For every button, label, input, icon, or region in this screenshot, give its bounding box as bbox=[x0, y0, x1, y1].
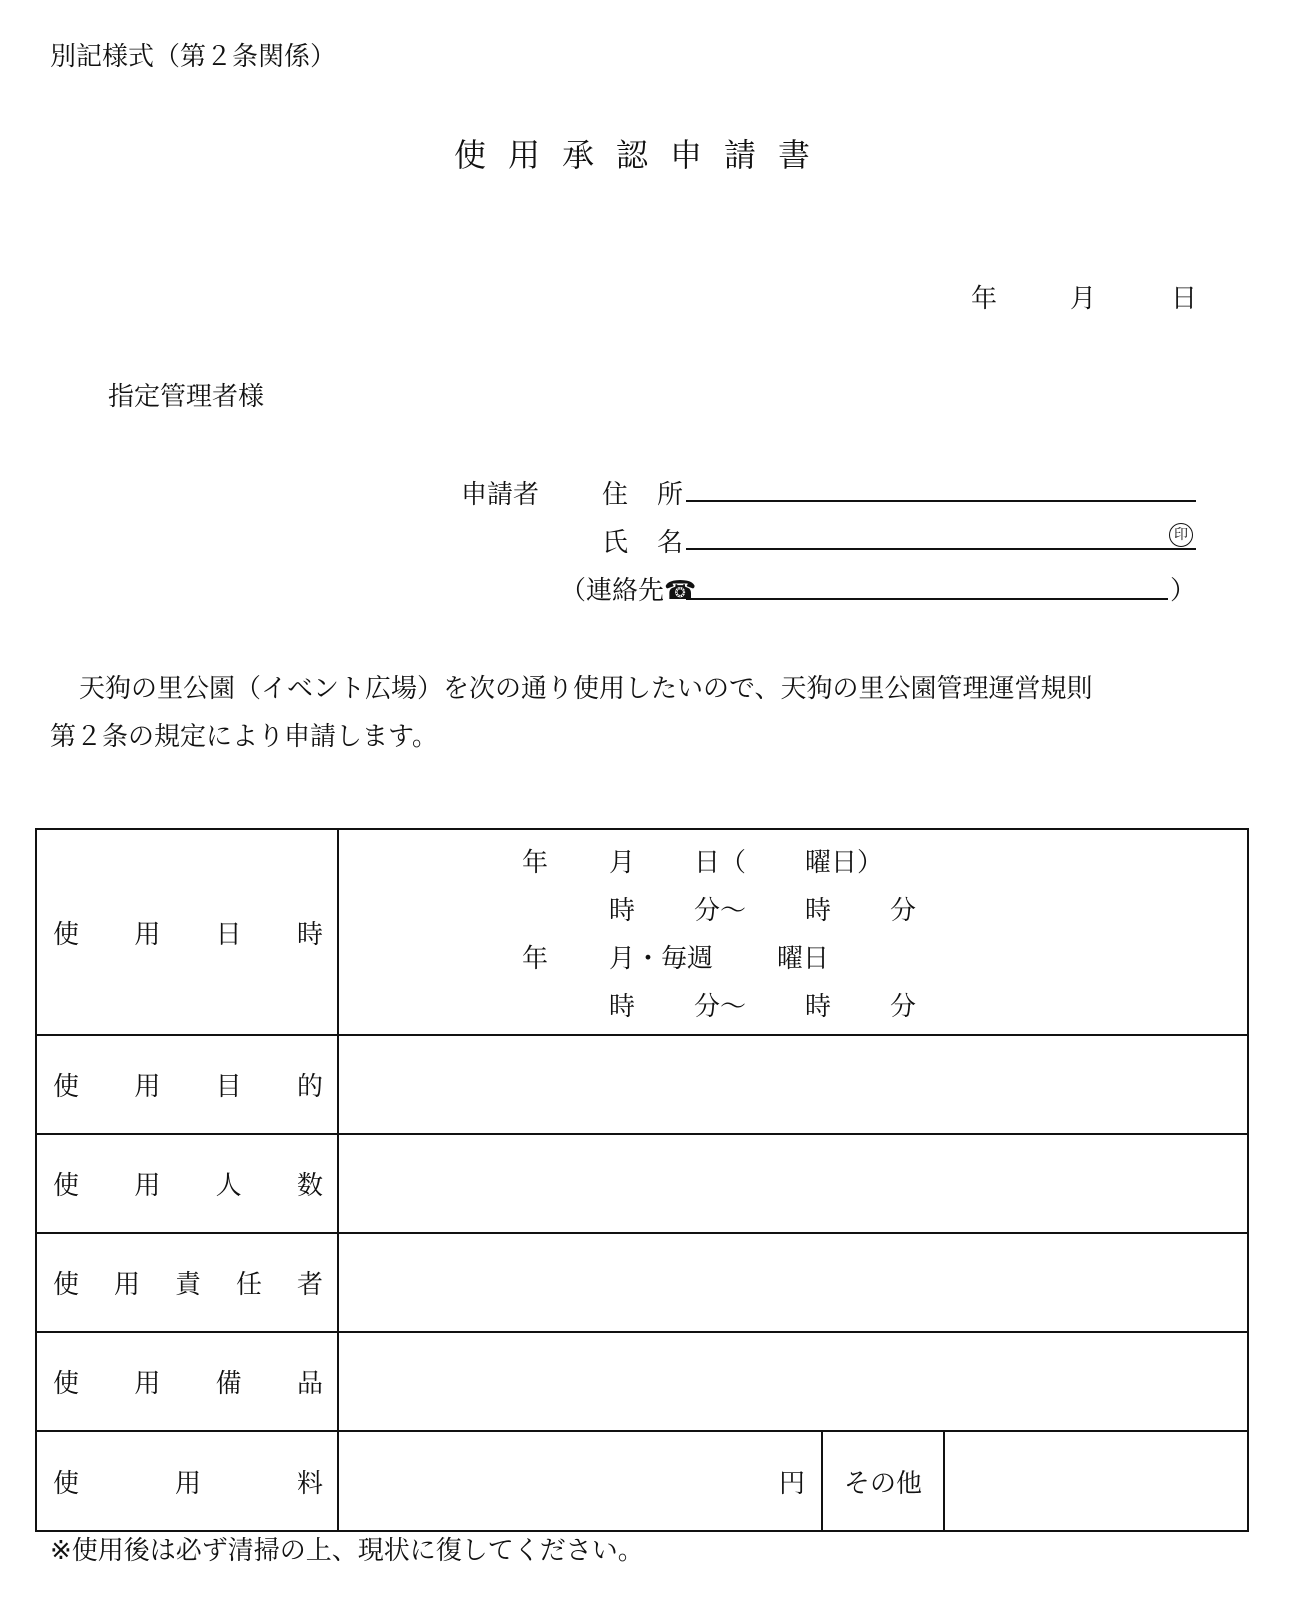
row-responsible-person bbox=[36, 1233, 1248, 1332]
phone-icon: ☎ bbox=[664, 576, 697, 606]
seal-mark: 印 bbox=[1169, 523, 1193, 547]
row-usage-datetime bbox=[36, 829, 1248, 1035]
body-line-2: 第２条の規定により申請します。 bbox=[50, 722, 438, 752]
contact-field[interactable] bbox=[686, 598, 1168, 600]
footnote: ※使用後は必ず清掃の上、現状に復してください。 bbox=[50, 1536, 644, 1566]
label-char: 品 bbox=[296, 1369, 323, 1399]
label-char: 用 bbox=[134, 1369, 161, 1399]
label-char: 日 bbox=[215, 919, 242, 950]
label-char: 用 bbox=[174, 1468, 201, 1499]
date-month-label: 月 bbox=[1070, 284, 1097, 314]
address-label-2: 所 bbox=[657, 480, 684, 510]
dt-min-end-1: 分 bbox=[890, 896, 917, 926]
dt-year-1: 年 bbox=[522, 848, 549, 878]
label-char: 者 bbox=[296, 1270, 323, 1300]
label-char: 用 bbox=[134, 919, 161, 950]
dt-min-start-1: 分～ bbox=[694, 896, 747, 926]
label-usage-fee bbox=[36, 1431, 338, 1531]
dt-hour-end-2: 時 bbox=[805, 992, 832, 1022]
responsible-person-cell[interactable] bbox=[338, 1233, 1248, 1332]
address-field[interactable] bbox=[686, 500, 1196, 502]
label-char: 用 bbox=[134, 1171, 161, 1201]
form-reference: 別記様式（第２条関係） bbox=[50, 42, 337, 72]
usage-datetime-cell[interactable] bbox=[338, 829, 1248, 1035]
label-char: 料 bbox=[296, 1468, 323, 1499]
date-year-label: 年 bbox=[971, 284, 998, 314]
label-char: 使 bbox=[53, 919, 80, 950]
addressee: 指定管理者様 bbox=[108, 382, 265, 412]
dt-hour-end-1: 時 bbox=[805, 896, 832, 926]
body-line-1: 天狗の里公園（イベント広場）を次の通り使用したいので、天狗の里公園管理運営規則 bbox=[79, 674, 1093, 704]
label-char: 使 bbox=[53, 1468, 80, 1499]
label-char: 責 bbox=[174, 1270, 201, 1300]
label-char: 時 bbox=[296, 919, 323, 950]
label-char: 目 bbox=[215, 1072, 242, 1102]
label-usage-equipment bbox=[36, 1332, 338, 1431]
dt-day-1: 日（ bbox=[694, 848, 747, 878]
label-responsible-person bbox=[36, 1233, 338, 1332]
label-usage-datetime bbox=[36, 829, 338, 1035]
label-char: 使 bbox=[53, 1270, 80, 1300]
label-char: 人 bbox=[215, 1171, 242, 1201]
label-char: 用 bbox=[134, 1072, 161, 1102]
name-field[interactable] bbox=[686, 548, 1196, 550]
label-char: 的 bbox=[296, 1072, 323, 1102]
usage-people-cell[interactable] bbox=[338, 1134, 1248, 1233]
dt-month-weekly: 月・毎週 bbox=[609, 944, 714, 974]
yen-unit: 円 bbox=[778, 1468, 805, 1499]
row-usage-people bbox=[36, 1134, 1248, 1233]
page-title: 使用承認申請書 bbox=[454, 136, 833, 174]
label-char: 使 bbox=[53, 1171, 80, 1201]
usage-fee-cell[interactable] bbox=[338, 1431, 822, 1531]
name-label-2: 名 bbox=[657, 528, 684, 558]
label-char: 使 bbox=[53, 1369, 80, 1399]
row-usage-equipment bbox=[36, 1332, 1248, 1431]
usage-equipment-cell[interactable] bbox=[338, 1332, 1248, 1431]
row-usage-purpose bbox=[36, 1035, 1248, 1134]
other-cell[interactable] bbox=[944, 1431, 1248, 1531]
label-usage-people bbox=[36, 1134, 338, 1233]
application-table bbox=[35, 828, 1249, 1532]
other-label: その他 bbox=[822, 1431, 944, 1531]
contact-close: ） bbox=[1170, 576, 1197, 606]
label-char: 数 bbox=[296, 1171, 323, 1201]
label-usage-purpose bbox=[36, 1035, 338, 1134]
dt-weekday-1: 曜日） bbox=[805, 848, 884, 878]
label-char: 使 bbox=[53, 1072, 80, 1102]
address-label-1: 住 bbox=[602, 480, 629, 510]
contact-open: （連絡先 bbox=[560, 576, 665, 606]
dt-hour-start-1: 時 bbox=[609, 896, 636, 926]
dt-weekday-2: 曜日 bbox=[777, 944, 830, 974]
dt-year-2: 年 bbox=[522, 944, 549, 974]
applicant-label: 申請者 bbox=[461, 480, 540, 510]
dt-min-end-2: 分 bbox=[890, 992, 917, 1022]
date-day-label: 日 bbox=[1171, 284, 1198, 314]
name-label-1: 氏 bbox=[602, 528, 629, 558]
contact-label bbox=[560, 570, 696, 607]
dt-min-start-2: 分～ bbox=[694, 992, 747, 1022]
dt-month-1: 月 bbox=[609, 848, 636, 878]
row-usage-fee bbox=[36, 1431, 1248, 1531]
usage-purpose-cell[interactable] bbox=[338, 1035, 1248, 1134]
label-char: 用 bbox=[113, 1270, 140, 1300]
label-char: 任 bbox=[235, 1270, 262, 1300]
label-char: 備 bbox=[215, 1369, 242, 1399]
dt-hour-start-2: 時 bbox=[609, 992, 636, 1022]
